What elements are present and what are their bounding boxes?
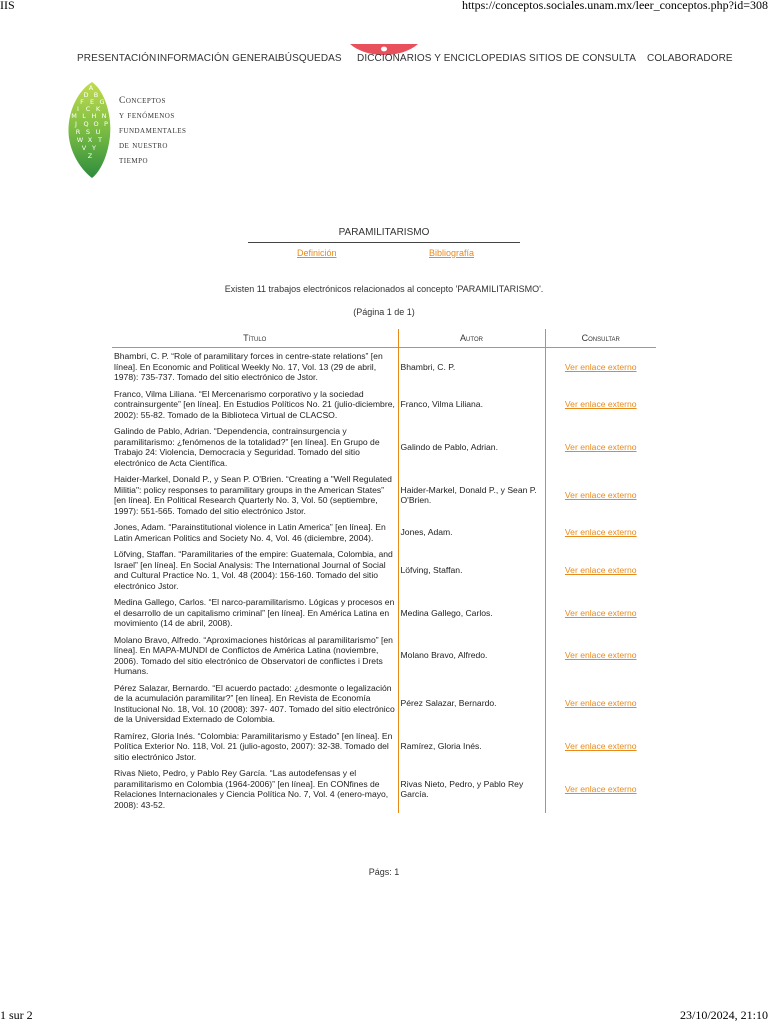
cell-autor: Rivas Nieto, Pedro, y Pablo Rey García. (398, 765, 545, 813)
logo-letter: S (85, 128, 91, 136)
tab-definicion[interactable]: Definición (297, 248, 337, 258)
nav-item-busquedas[interactable]: BÚSQUEDAS (278, 53, 342, 64)
cell-autor: Haider-Markel, Donald P., y Sean P. O'Brien. (398, 471, 545, 519)
cell-titulo: Rivas Nieto, Pedro, y Pablo Rey García. “Las autodefensas y el paramilitarismo en Colombia (1964-2006)” [en línea]. En CONfines de Relaciones Internacionales y Ciencia Política No. 7, Vol. 4 (enero-mayo, 2008): 43-52. (112, 765, 398, 813)
concept-title: PARAMILITARISMO (338, 227, 430, 238)
logo-letter: L (82, 112, 86, 120)
nav-item-diccionarios[interactable]: DICCIONARIOS Y ENCICLOPEDIAS (357, 53, 527, 64)
logo-letter: K (95, 105, 101, 113)
logo-letter: T (98, 136, 102, 144)
logo-letter: D (83, 91, 89, 99)
logo-letter: F (80, 98, 84, 106)
external-link[interactable]: Ver enlace externo (564, 489, 637, 500)
logo-line: Conceptos (119, 96, 166, 106)
table-row (112, 546, 656, 594)
external-link[interactable]: Ver enlace externo (564, 783, 637, 794)
logo-letter: H (91, 112, 97, 120)
external-link[interactable]: Ver enlace externo (564, 650, 637, 661)
logo-letter: P (104, 120, 108, 128)
logo-letter: W (76, 136, 84, 144)
cell-autor: Pérez Salazar, Bernardo. (398, 680, 545, 728)
cell-consultar (545, 728, 656, 766)
top-navigation (0, 53, 768, 67)
column-header-consultar: Consultar (545, 329, 656, 348)
logo-letter: A (88, 84, 94, 92)
cell-titulo: Franco, Vilma Liliana. “El Mercenarismo corporativo y la sociedad contrainsurgente” [en línea]. En Estudios Políticos No. 21 (julio-diciembre, 2002): 55-82. Tomado de la Biblioteca Virtual de CLACSO. (112, 386, 398, 424)
external-link[interactable]: Ver enlace externo (564, 698, 637, 709)
nav-item-presentacion[interactable]: PRESENTACIÓN (77, 53, 157, 64)
cell-autor: Jones, Adam. (398, 519, 545, 546)
cell-autor: Medina Gallego, Carlos. (398, 594, 545, 632)
external-link[interactable]: Ver enlace externo (564, 399, 637, 409)
table-row (112, 471, 656, 519)
cell-autor: Bhambri, C. P. (398, 348, 545, 386)
logo-letter: Z (87, 152, 93, 160)
table-header-row (112, 329, 656, 348)
cell-consultar (545, 680, 656, 728)
cell-titulo: Löfving, Staffan. “Paramilitaries of the empire: Guatemala, Colombia, and Israel” [en línea]. En Social Analysis: The International Journal of Social and Cultural Practice No. 1, Vol. 48 (2004): 156-160. Tomado del sitio electrónico Jstor. (112, 546, 398, 594)
logo-letter: R (75, 128, 81, 136)
title-divider (248, 242, 520, 243)
logo-letter: M (71, 112, 77, 120)
print-footer (0, 1008, 768, 1024)
cell-titulo: Ramírez, Gloria Inés. “Colombia: Paramilitarismo y Estado” [en línea]. En Política Exterior No. 118, Vol. 21 (julio-agosto, 2007): 32-38. Tomado del sitio electrónico Jstor. (112, 728, 398, 766)
external-link[interactable]: Ver enlace externo (564, 441, 637, 452)
cell-titulo: Jones, Adam. “Parainstitutional violence in Latin America” [en línea]. En Latin American Politics and Society No. 4, Vol. 46 (diciembre, 2004). (112, 519, 398, 546)
tab-bibliografia[interactable]: Bibliografía (429, 248, 475, 258)
logo-line: fundamentales (119, 126, 187, 136)
pagination: Págs: 1 (368, 867, 400, 877)
cell-titulo: Bhambri, C. P. “Role of paramilitary forces in centre-state relations” [en línea]. En Economic and Political Weekly No. 17, Vol. 13 (29 de abril, 1978): 735-737. Tomado del sitio electrónico de Jstor. (112, 348, 398, 386)
logo-letter: B (93, 91, 99, 99)
table-row (112, 519, 656, 546)
logo-line: de nuestro (119, 141, 168, 151)
cell-titulo: Galindo de Pablo, Adrian. “Dependencia, contrainsurgencia y paramilitarismo: ¿fenómenos de la totalidad?” [en línea]. En Grupo de Trabajo 24: Violencia, Democracia y Seguridad. Tomado del sitio electrónico de Acta Científica. (112, 423, 398, 471)
cell-consultar (545, 632, 656, 680)
print-header-url: https://conceptos.sociales.unam.mx/leer_conceptos.php?id=308 (461, 0, 768, 12)
external-link[interactable]: Ver enlace externo (564, 564, 637, 575)
logo-letter: O (93, 120, 99, 128)
external-link[interactable]: Ver enlace externo (564, 607, 637, 618)
logo-letter: G (99, 98, 105, 106)
cell-consultar (545, 423, 656, 471)
cell-titulo: Medina Gallego, Carlos. “El narco-paramilitarismo. Lógicas y procesos en el desarrollo de un capitalismo criminal” [en línea]. En América Latina en movimiento (14 de abril, 2008). (112, 594, 398, 632)
cell-consultar (545, 386, 656, 424)
logo-letter: X (87, 136, 93, 144)
cell-consultar (545, 546, 656, 594)
nav-item-informacion-general[interactable]: INFORMACIÓN GENERAL (157, 53, 281, 64)
logo-letter: V (81, 144, 87, 152)
external-link[interactable]: Ver enlace externo (564, 361, 637, 372)
logo-line: y fenómenos (119, 111, 175, 121)
leaf-logo-icon (64, 80, 116, 180)
logo-line: tiempo (119, 156, 149, 166)
cell-autor: Ramírez, Gloria Inés. (398, 728, 545, 766)
cell-titulo: Haider-Markel, Donald P., y Sean P. O'Brien. “Creating a "Well Regulated Militia": policy responses to paramilitary groups in the American States” [en línea]. En Political Research Quarterly No. 3, Vol. 50 (septiembre, 1997): 551-565. Tomado del sitio electrónico Jstor. (112, 471, 398, 519)
table-row (112, 423, 656, 471)
print-footer-page: 1 sur 2 (0, 1008, 33, 1022)
cell-autor: Franco, Vilma Liliana. (398, 386, 545, 424)
table-row (112, 632, 656, 680)
print-footer-datetime: 23/10/2024, 21:10 (679, 1008, 768, 1022)
table-row (112, 765, 656, 813)
page-indicator: (Página 1 de 1) (353, 307, 415, 317)
table-row (112, 386, 656, 424)
logo-wordmark (119, 94, 186, 169)
print-header-title: IIS (0, 0, 15, 12)
site-logo[interactable] (64, 80, 214, 180)
cell-autor: Galindo de Pablo, Adrian. (398, 423, 545, 471)
cell-autor: Molano Bravo, Alfredo. (398, 632, 545, 680)
column-header-titulo: Título (112, 329, 398, 348)
logo-letter: Y (92, 144, 96, 152)
cell-consultar (545, 594, 656, 632)
results-table (112, 329, 656, 813)
results-summary: Existen 11 trabajos electrónicos relacionados al concepto 'PARAMILITARISMO'. (224, 284, 544, 294)
logo-letter: Q (83, 120, 89, 128)
print-header (0, 0, 768, 14)
cell-consultar (545, 471, 656, 519)
table-row (112, 348, 656, 386)
cell-autor: Löfving, Staffan. (398, 546, 545, 594)
results-table-body (112, 348, 656, 814)
cell-titulo: Pérez Salazar, Bernardo. “El acuerdo pactado: ¿desmonte o legalización de la acumulación paramilitar?” [en línea]. En Revista de Economía Institucional No. 18, Vol. 10 (2008): 397- 407. Tomado del sitio electrónico de la Universidad Externado de Colombia. (112, 680, 398, 728)
external-link[interactable]: Ver enlace externo (564, 741, 637, 751)
table-row (112, 680, 656, 728)
nav-item-colaboradores[interactable]: COLABORADORE (647, 53, 733, 64)
cell-consultar (545, 519, 656, 546)
logo-letter: U (95, 128, 101, 136)
external-link[interactable]: Ver enlace externo (564, 527, 637, 538)
table-row (112, 594, 656, 632)
cell-titulo: Molano Bravo, Alfredo. “Aproximaciones históricas al paramilitarismo” [en línea]. En MAPA-MUNDI de Conflictos de América Latina (noviembre, 2006). Tomado del sitio electrónico de Observatori de conflictes i Drets Humans. (112, 632, 398, 680)
column-header-autor: Autor (398, 329, 545, 348)
cell-consultar (545, 348, 656, 386)
logo-letter: N (101, 112, 107, 120)
logo-letter: E (89, 98, 95, 106)
logo-letter: C (85, 105, 91, 113)
table-row (112, 728, 656, 766)
logo-letter: J (75, 120, 77, 128)
logo-letter: I (77, 105, 79, 113)
nav-item-sitios-de-consulta[interactable]: SITIOS DE CONSULTA (529, 53, 637, 64)
cell-consultar (545, 765, 656, 813)
